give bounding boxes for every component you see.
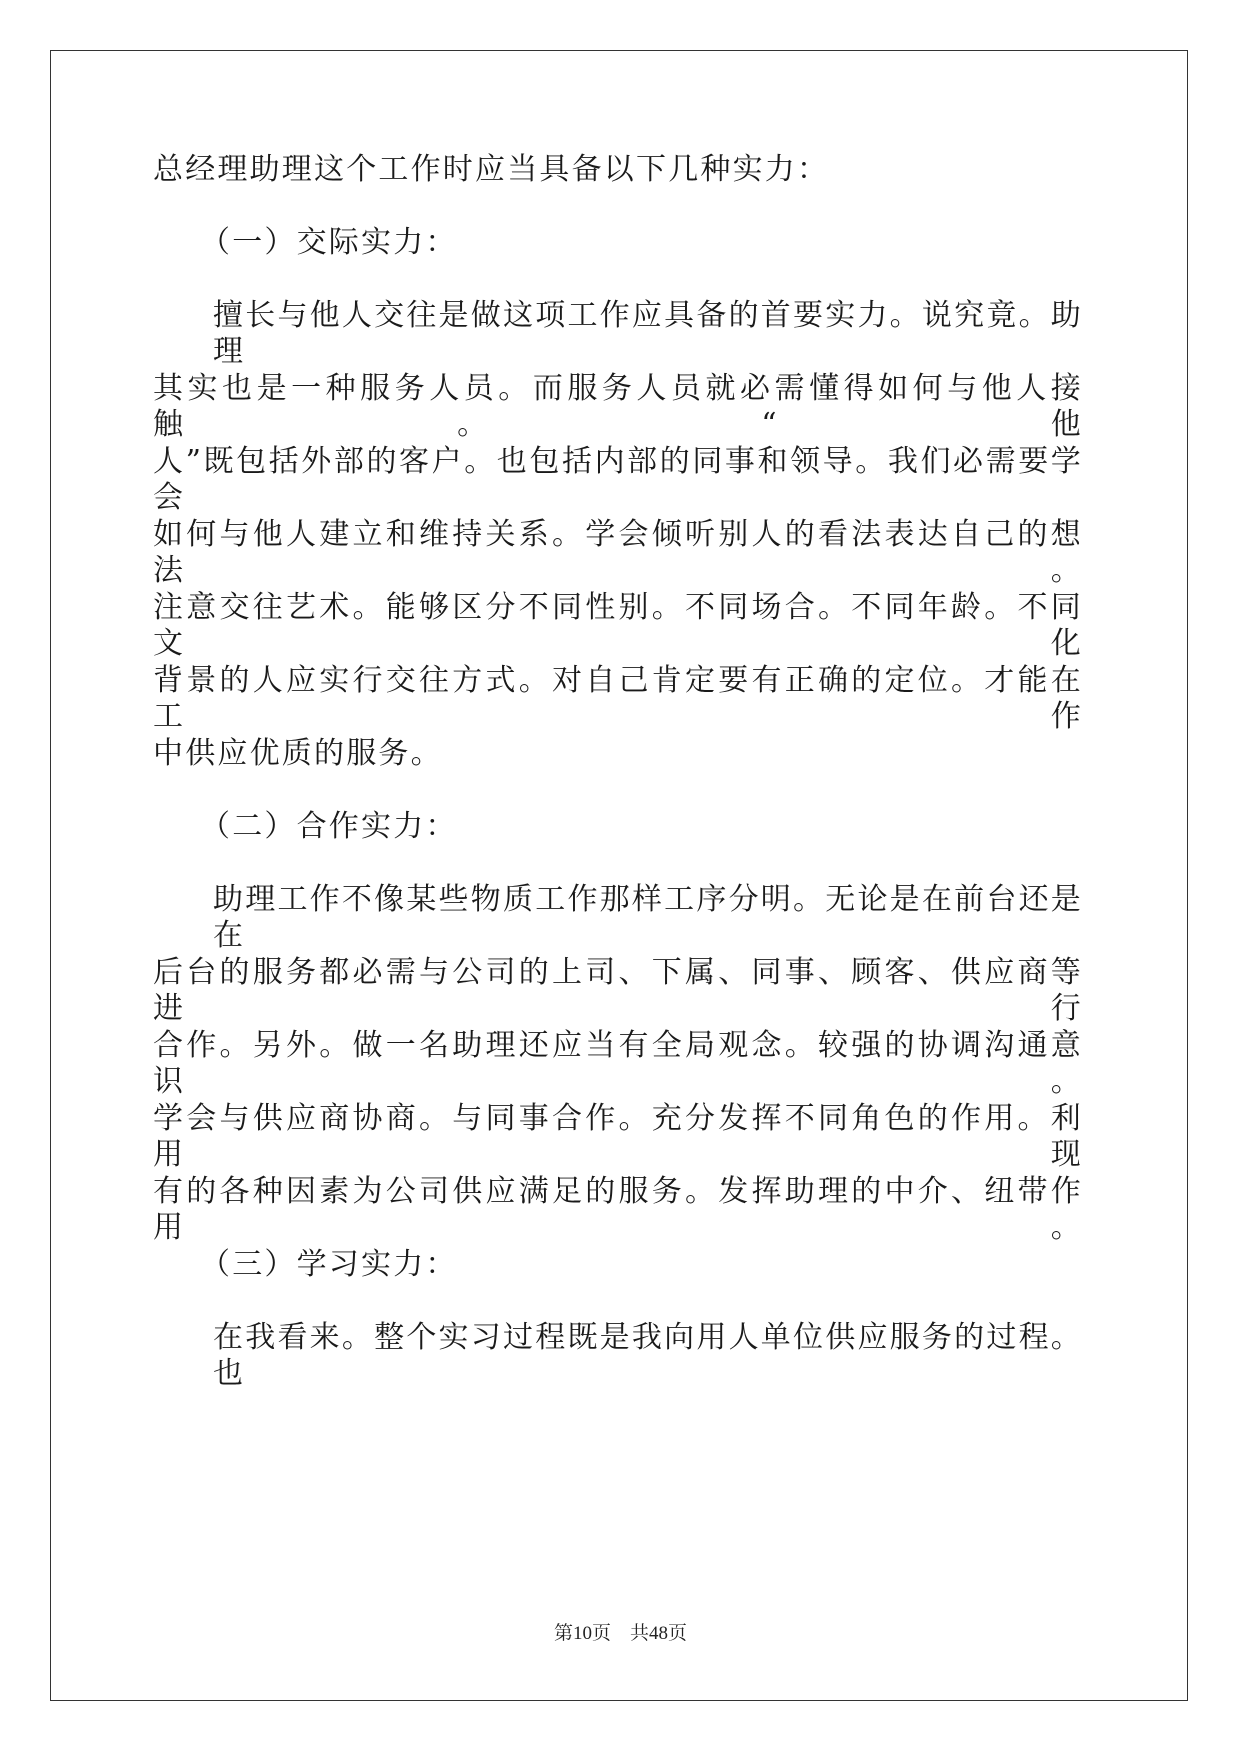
section-heading-3: （三）学习实力： — [200, 1247, 458, 1282]
text-line-14: 学会与供应商协商。与同事合作。充分发挥不同角色的作用。利用现 — [153, 1101, 1083, 1172]
text-line-13: 合作。另外。做一名助理还应当有全局观念。较强的协调沟通意识。 — [153, 1028, 1083, 1099]
section-heading-2: （二）合作实力： — [200, 809, 458, 844]
text-line-5: 人”既包括外部的客户。也包括内部的同事和领导。我们必需要学会 — [153, 444, 1083, 515]
text-line-1: 总经理助理这个工作时应当具备以下几种实力： — [153, 152, 830, 187]
text-line-9: 中供应优质的服务。 — [153, 736, 443, 771]
text-line-7: 注意交往艺术。能够区分不同性别。不同场合。不同年龄。不同文化 — [153, 590, 1083, 661]
text-line-12: 后台的服务都必需与公司的上司、下属、同事、顾客、供应商等进行 — [153, 955, 1083, 1026]
section-heading-1: （一）交际实力： — [200, 225, 458, 260]
text-line-4: 其实也是一种服务人员。而服务人员就必需懂得如何与他人接触。“他 — [153, 371, 1083, 442]
text-line-15: 有的各种因素为公司供应满足的服务。发挥助理的中介、纽带作用。 — [153, 1174, 1083, 1245]
text-line-11: 助理工作不像某些物质工作那样工序分明。无论是在前台还是在 — [213, 882, 1083, 953]
text-line-8: 背景的人应实行交往方式。对自己肯定要有正确的定位。才能在工作 — [153, 663, 1083, 734]
text-line-6: 如何与他人建立和维持关系。学会倾听别人的看法表达自己的想法。 — [153, 517, 1083, 588]
text-line-3: 擅长与他人交往是做这项工作应具备的首要实力。说究竟。助理 — [213, 298, 1083, 369]
text-line-17: 在我看来。整个实习过程既是我向用人单位供应服务的过程。也 — [213, 1320, 1083, 1391]
page-footer: 第10页 共48页 — [553, 1623, 687, 1644]
